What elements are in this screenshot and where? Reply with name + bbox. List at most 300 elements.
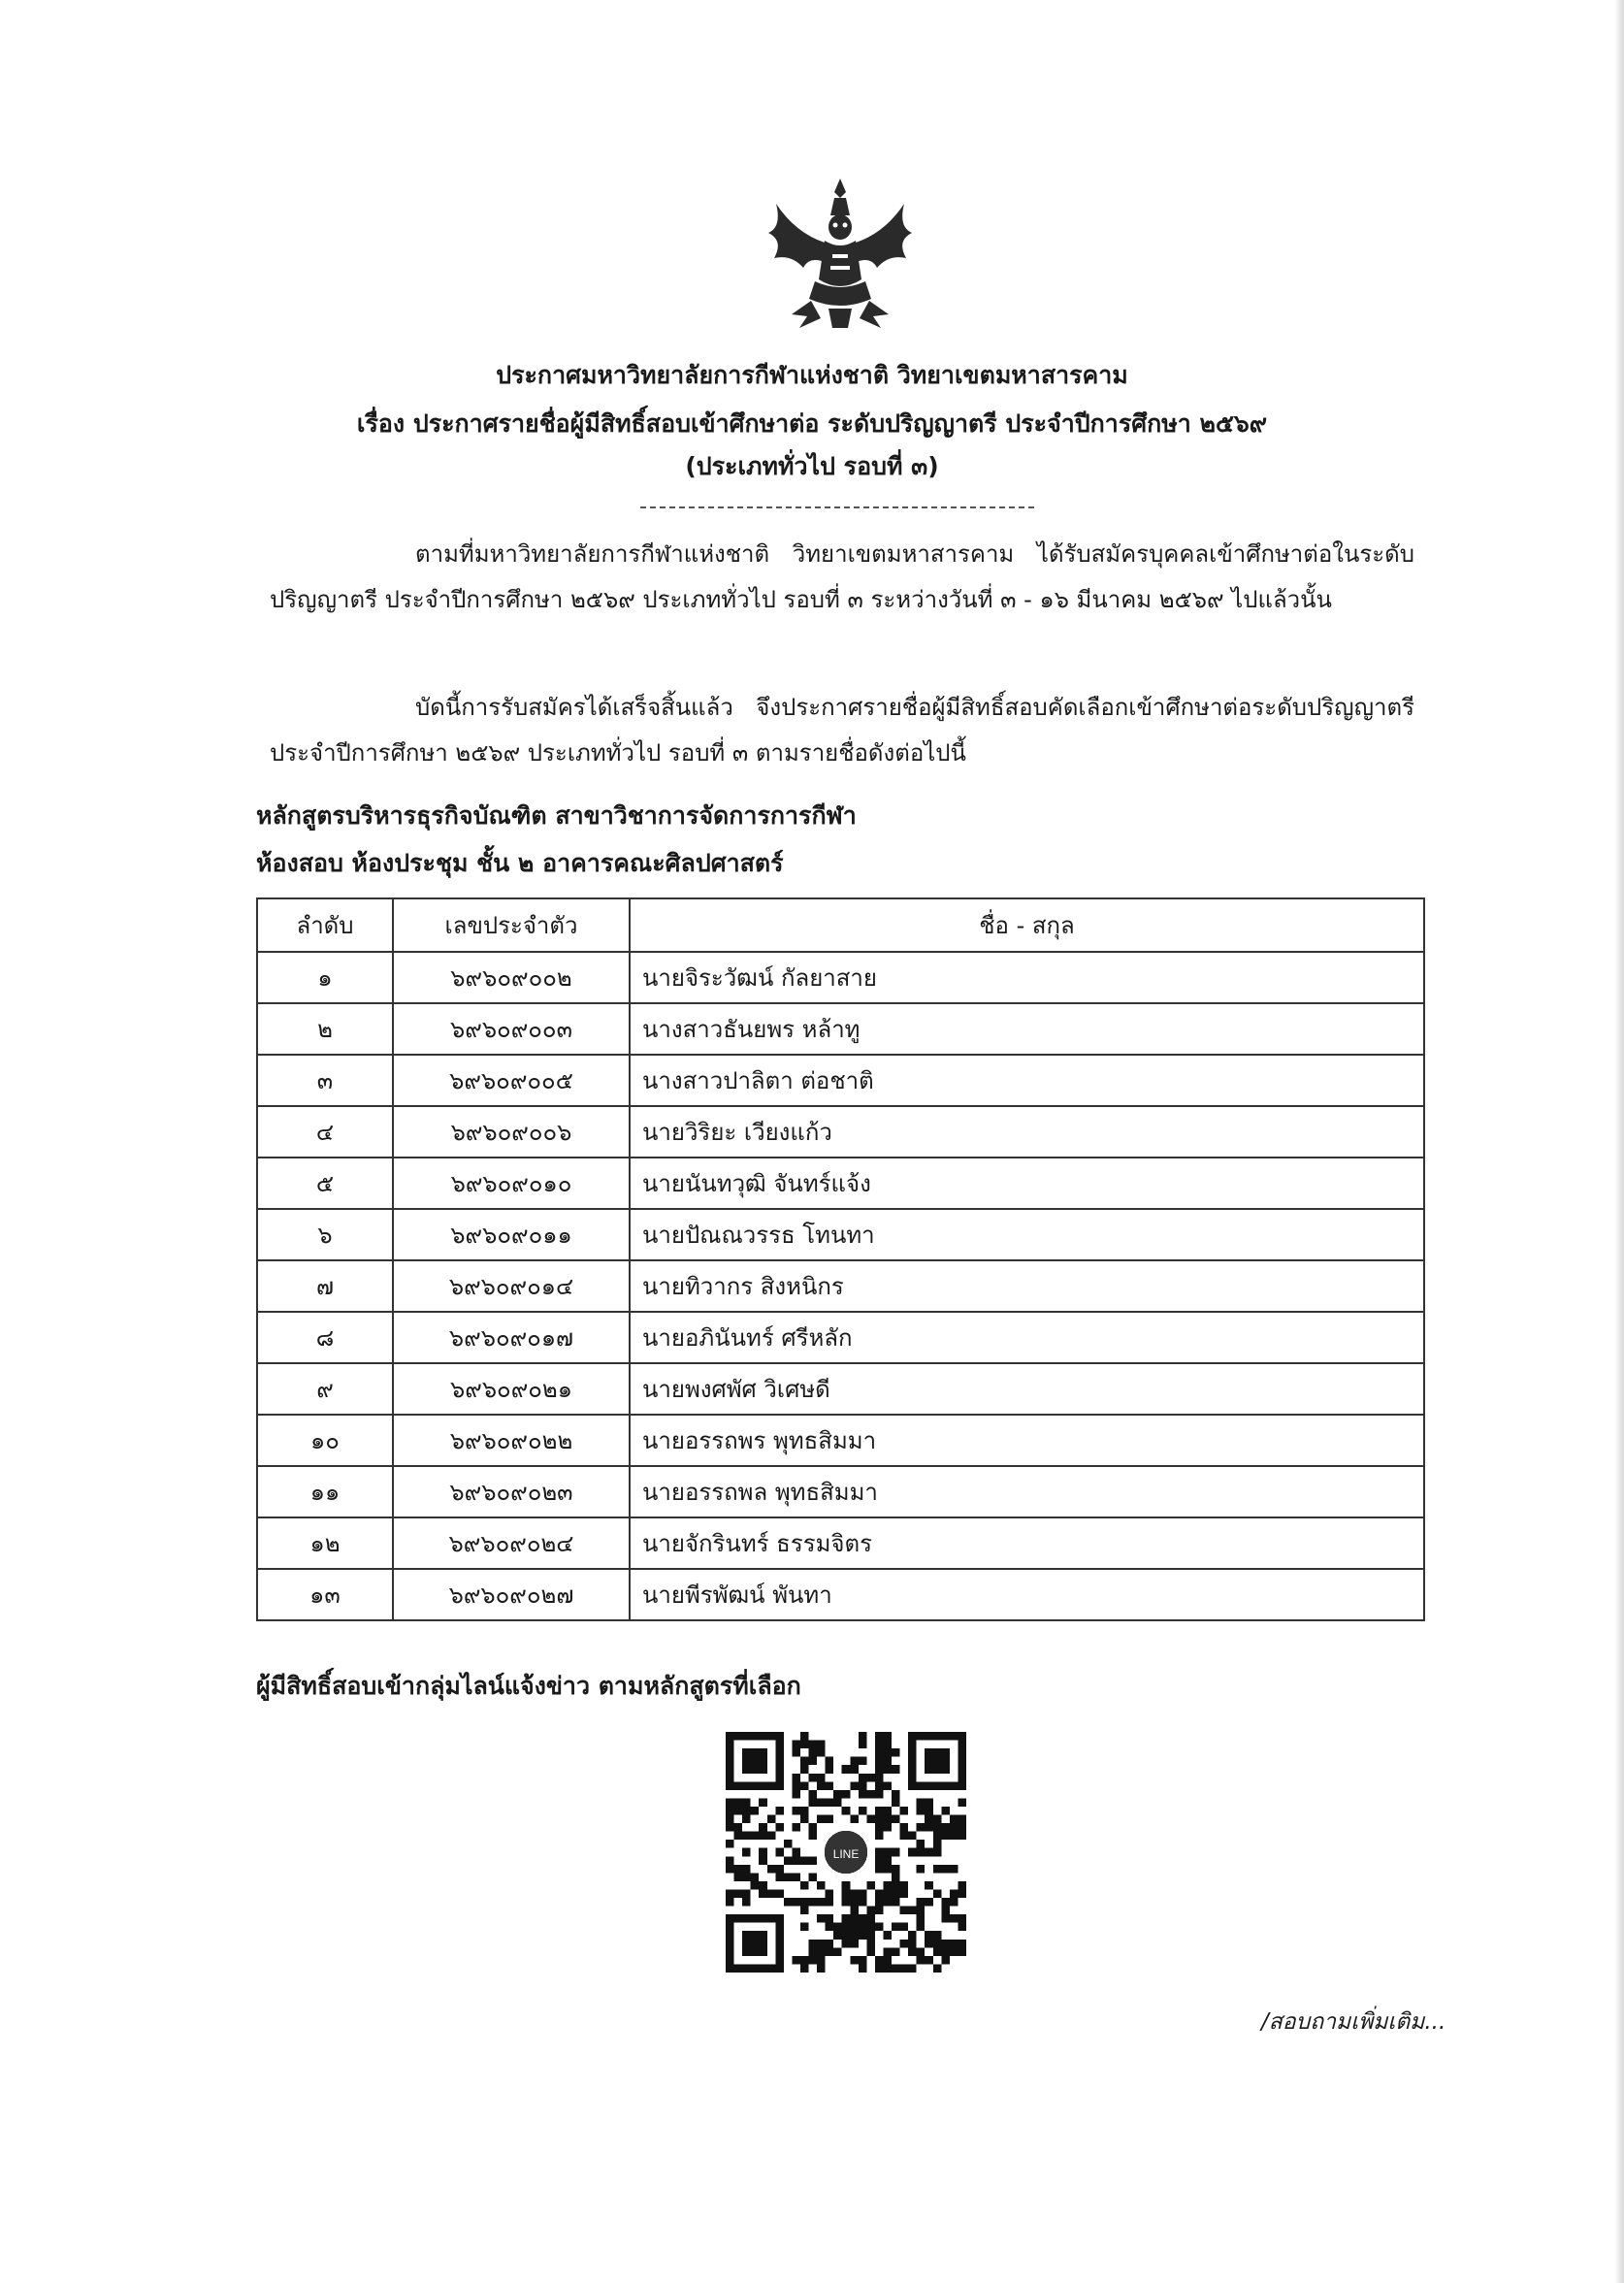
- qr-module: [726, 1823, 734, 1832]
- qr-module: [850, 1815, 859, 1824]
- row-full-name: นางสาวธันยพร หล้าทู: [630, 1003, 1424, 1055]
- qr-module: [734, 1832, 743, 1841]
- qr-module: [817, 1815, 826, 1824]
- qr-module: [900, 1881, 909, 1890]
- announcement-round: (ประเภททั่วไป รอบที่ ๓): [685, 452, 939, 480]
- qr-module: [833, 1931, 842, 1940]
- qr-module: [950, 1832, 958, 1841]
- qr-module: [842, 1931, 851, 1940]
- qr-module: [950, 1898, 958, 1907]
- qr-module: [734, 1798, 743, 1807]
- qr-module: [900, 1964, 909, 1973]
- qr-module: [833, 1798, 842, 1807]
- qr-module: [784, 1898, 793, 1907]
- qr-module: [866, 1907, 875, 1915]
- qr-module: [950, 1914, 958, 1923]
- row-order: ๘: [257, 1312, 393, 1363]
- qr-module: [817, 1881, 826, 1890]
- qr-module: [950, 1815, 958, 1824]
- qr-module: [866, 1940, 875, 1948]
- table-row: [257, 952, 1424, 1003]
- qr-module: [958, 1832, 966, 1841]
- qr-module: [826, 1757, 834, 1766]
- qr-module: [875, 1865, 884, 1874]
- qr-module: [734, 1889, 743, 1898]
- qr-module: [792, 1807, 800, 1815]
- qr-module: [809, 1790, 818, 1799]
- candidate-rows: [257, 952, 1424, 1620]
- qr-module: [850, 1907, 859, 1915]
- qr-module: [842, 1940, 851, 1948]
- qr-module: [883, 1732, 892, 1741]
- program-name: หลักสูตรบริหารธุรกิจบัณฑิต สาขาวิชาการจัดการการกีฬา: [256, 801, 857, 830]
- qr-module: [941, 1898, 950, 1907]
- qr-module: [809, 1741, 818, 1749]
- qr-module: [875, 1956, 884, 1965]
- qr-module: [800, 1757, 809, 1766]
- qr-module: [900, 1923, 909, 1932]
- qr-module: [925, 1956, 933, 1965]
- qr-module: [842, 1923, 851, 1932]
- qr-module: [941, 1865, 950, 1874]
- continued-note: /สอบถามเพิ่มเติม...: [1261, 2009, 1446, 2035]
- qr-module: [800, 1898, 809, 1907]
- qr-module: [866, 1790, 875, 1799]
- qr-module: [726, 1807, 734, 1815]
- line-logo-icon: [820, 1826, 873, 1879]
- qr-module: [850, 1765, 859, 1774]
- qr-module: [875, 1741, 884, 1749]
- qr-module: [842, 1914, 851, 1923]
- qr-module: [908, 1907, 917, 1915]
- line-logo-text: LINE: [832, 1846, 860, 1861]
- qr-module: [817, 1898, 826, 1907]
- qr-module: [775, 1823, 784, 1832]
- qr-module: [917, 1823, 926, 1832]
- qr-module: [933, 1823, 942, 1832]
- qr-module: [809, 1956, 818, 1965]
- qr-finder-bottom-left: [726, 1914, 784, 1973]
- qr-module: [958, 1798, 966, 1807]
- row-student-id: ๖๙๖๐๙๐๒๓: [393, 1466, 630, 1517]
- qr-module: [925, 1807, 933, 1815]
- qr-module: [958, 1823, 966, 1832]
- qr-module: [726, 1798, 734, 1807]
- row-order: ๑๑: [257, 1466, 393, 1517]
- qr-module: [833, 1923, 842, 1932]
- qr-module: [900, 1889, 909, 1898]
- qr-module: [917, 1923, 926, 1932]
- qr-finder-top-left: [726, 1732, 784, 1790]
- qr-module: [875, 1757, 884, 1766]
- qr-module: [809, 1947, 818, 1956]
- announcement-subject: เรื่อง ประกาศรายชื่อผู้มีสิทธิ์สอบเข้าศึกษาต่อ ระดับปริญญาตรี ประจำปีการศึกษา ๒๕๖๙: [356, 409, 1268, 438]
- qr-module: [950, 1823, 958, 1832]
- qr-module: [842, 1898, 851, 1907]
- qr-module: [809, 1823, 818, 1832]
- qr-module: [883, 1889, 892, 1898]
- qr-module: [842, 1765, 851, 1774]
- table-row: [257, 1003, 1424, 1055]
- row-order: ๑๒: [257, 1517, 393, 1569]
- qr-module: [742, 1832, 751, 1841]
- row-order: ๖: [257, 1209, 393, 1260]
- qr-module: [775, 1848, 784, 1857]
- qr-module: [726, 1889, 734, 1898]
- row-student-id: ๖๙๖๐๙๐๒๒: [393, 1415, 630, 1466]
- qr-module: [892, 1964, 900, 1973]
- qr-module: [792, 1774, 800, 1782]
- qr-module: [817, 1947, 826, 1956]
- qr-module: [751, 1881, 760, 1890]
- qr-module: [917, 1956, 926, 1965]
- qr-module: [883, 1881, 892, 1890]
- table-row: [257, 1260, 1424, 1312]
- row-student-id: ๖๙๖๐๙๐๑๐: [393, 1158, 630, 1209]
- qr-module: [767, 1889, 776, 1898]
- qr-module: [742, 1873, 751, 1881]
- qr-module: [792, 1873, 800, 1881]
- qr-module: [933, 1931, 942, 1940]
- qr-module: [767, 1865, 776, 1874]
- qr-module: [866, 1815, 875, 1824]
- qr-module: [817, 1956, 826, 1965]
- qr-module: [759, 1856, 767, 1865]
- row-student-id: ๖๙๖๐๙๐๐๖: [393, 1106, 630, 1158]
- qr-module: [809, 1774, 818, 1782]
- qr-module: [817, 1781, 826, 1790]
- announcement-title: ประกาศมหาวิทยาลัยการกีฬาแห่งชาติ วิทยาเขตมหาสารคาม: [496, 361, 1128, 389]
- qr-module: [900, 1940, 909, 1948]
- qr-module: [950, 1940, 958, 1948]
- qr-module: [809, 1873, 818, 1881]
- qr-module: [875, 1781, 884, 1790]
- qr-module: [850, 1923, 859, 1932]
- qr-module: [726, 1898, 734, 1907]
- qr-module: [933, 1964, 942, 1973]
- qr-module: [875, 1832, 884, 1841]
- qr-module: [883, 1748, 892, 1757]
- qr-module: [925, 1940, 933, 1948]
- qr-module: [859, 1774, 867, 1782]
- qr-module: [925, 1848, 933, 1857]
- qr-module: [826, 1781, 834, 1790]
- row-order: ๑๐: [257, 1415, 393, 1466]
- row-order: ๗: [257, 1260, 393, 1312]
- qr-module: [892, 1790, 900, 1799]
- qr-module: [892, 1748, 900, 1757]
- qr-module: [958, 1947, 966, 1956]
- qr-module: [826, 1889, 834, 1898]
- row-student-id: ๖๙๖๐๙๐๐๒: [393, 952, 630, 1003]
- qr-module: [809, 1940, 818, 1948]
- qr-module: [875, 1790, 884, 1799]
- row-full-name: นายวิริยะ เวียงแก้ว: [630, 1106, 1424, 1158]
- qr-module: [775, 1873, 784, 1881]
- row-full-name: นายทิวากร สิงหนิกร: [630, 1260, 1424, 1312]
- qr-module: [958, 1881, 966, 1890]
- row-student-id: ๖๙๖๐๙๐๒๔: [393, 1517, 630, 1569]
- qr-module: [859, 1757, 867, 1766]
- qr-module: [792, 1956, 800, 1965]
- qr-module: [809, 1832, 818, 1841]
- qr-module: [742, 1807, 751, 1815]
- qr-module: [726, 1865, 734, 1874]
- qr-module: [866, 1914, 875, 1923]
- qr-module: [958, 1815, 966, 1824]
- qr-module: [809, 1798, 818, 1807]
- row-student-id: ๖๙๖๐๙๐๐๓: [393, 1003, 630, 1055]
- qr-module: [883, 1964, 892, 1973]
- qr-module: [875, 1823, 884, 1832]
- qr-module: [842, 1889, 851, 1898]
- qr-module: [892, 1848, 900, 1857]
- qr-module: [958, 1889, 966, 1898]
- row-full-name: นายปัณณวรรธ โทนทา: [630, 1209, 1424, 1260]
- qr-module: [892, 1923, 900, 1932]
- qr-module: [933, 1947, 942, 1956]
- qr-module: [933, 1815, 942, 1824]
- qr-module: [875, 1898, 884, 1907]
- qr-module: [792, 1848, 800, 1857]
- qr-module: [809, 1898, 818, 1907]
- qr-module: [792, 1790, 800, 1799]
- row-full-name: นายพีรพัฒน์ พันทา: [630, 1569, 1424, 1620]
- row-full-name: นายนันทวุฒิ จันทร์แจ้ง: [630, 1158, 1424, 1209]
- qr-module: [759, 1798, 767, 1807]
- qr-module: [941, 1807, 950, 1815]
- table-row: [257, 1312, 1424, 1363]
- qr-module: [826, 1914, 834, 1923]
- line-group-qr-code[interactable]: [726, 1732, 966, 1973]
- qr-module: [800, 1907, 809, 1915]
- title-divider: [640, 506, 1034, 508]
- qr-module: [759, 1848, 767, 1857]
- qr-module: [850, 1889, 859, 1898]
- qr-module: [751, 1832, 760, 1841]
- row-student-id: ๖๙๖๐๙๐๐๕: [393, 1055, 630, 1106]
- header-name: ชื่อ - สกุล: [630, 898, 1424, 952]
- qr-module: [742, 1798, 751, 1807]
- row-order: ๕: [257, 1158, 393, 1209]
- qr-module: [850, 1940, 859, 1948]
- qr-module: [892, 1873, 900, 1881]
- qr-module: [950, 1889, 958, 1898]
- qr-module: [800, 1923, 809, 1932]
- qr-module: [826, 1923, 834, 1932]
- qr-module: [726, 1815, 734, 1824]
- qr-module: [958, 1923, 966, 1932]
- row-student-id: ๖๙๖๐๙๐๒๑: [393, 1363, 630, 1415]
- qr-module: [742, 1848, 751, 1857]
- qr-module: [933, 1865, 942, 1874]
- qr-module: [734, 1873, 743, 1881]
- page-edge-shadow: [1614, 0, 1624, 2283]
- qr-module: [908, 1848, 917, 1857]
- row-full-name: นางสาวปาลิตา ต่อชาติ: [630, 1055, 1424, 1106]
- qr-module: [751, 1807, 760, 1815]
- qr-module: [784, 1873, 793, 1881]
- row-full-name: นายจักรินทร์ ธรรมจิตร: [630, 1517, 1424, 1569]
- qr-module: [726, 1840, 734, 1848]
- qr-module: [917, 1907, 926, 1915]
- qr-module: [958, 1914, 966, 1923]
- qr-module: [792, 1781, 800, 1790]
- qr-module: [792, 1823, 800, 1832]
- qr-module: [933, 1940, 942, 1948]
- qr-module: [883, 1741, 892, 1749]
- qr-module: [917, 1947, 926, 1956]
- qr-module: [859, 1732, 867, 1741]
- qr-module: [792, 1898, 800, 1907]
- qr-module: [892, 1765, 900, 1774]
- qr-module: [800, 1741, 809, 1749]
- qr-module: [826, 1815, 834, 1824]
- row-order: ๔: [257, 1106, 393, 1158]
- row-student-id: ๖๙๖๐๙๐๑๑: [393, 1209, 630, 1260]
- qr-module: [850, 1931, 859, 1940]
- qr-module: [875, 1815, 884, 1824]
- qr-module: [817, 1798, 826, 1807]
- qr-module: [817, 1914, 826, 1923]
- qr-module: [826, 1765, 834, 1774]
- qr-module: [892, 1947, 900, 1956]
- table-row: [257, 1055, 1424, 1106]
- qr-module: [859, 1931, 867, 1940]
- qr-module: [941, 1823, 950, 1832]
- qr-module: [900, 1907, 909, 1915]
- row-order: ๒: [257, 1003, 393, 1055]
- qr-module: [792, 1741, 800, 1749]
- qr-module: [726, 1856, 734, 1865]
- exam-room: ห้องสอบ ห้องประชุม ชั้น ๒ อาคารคณะศิลปศาสตร์: [256, 849, 784, 877]
- qr-module: [850, 1914, 859, 1923]
- qr-module: [900, 1807, 909, 1815]
- qr-module: [875, 1848, 884, 1857]
- candidate-table: [256, 897, 1425, 1621]
- qr-module: [792, 1856, 800, 1865]
- qr-module: [784, 1856, 793, 1865]
- qr-module: [742, 1815, 751, 1824]
- qr-module: [875, 1964, 884, 1973]
- qr-module: [875, 1807, 884, 1815]
- qr-module: [941, 1956, 950, 1965]
- qr-module: [800, 1765, 809, 1774]
- qr-module: [859, 1781, 867, 1790]
- notice-paragraph: บัดนี้การรับสมัครได้เสร็จสิ้นแล้ว จึงประกาศรายชื่อผู้มีสิทธิ์สอบคัดเลือกเข้าศึกษาต่อระดับปริญญาตรี ประจำปีการศึกษา ๒๕๖๙ ประเภททั่วไป รอบที่ ๓ ตามรายชื่อดังต่อไปนี้: [270, 694, 1414, 766]
- qr-module: [742, 1898, 751, 1907]
- qr-module: [859, 1807, 867, 1815]
- qr-module: [900, 1823, 909, 1832]
- header-order: ลำดับ: [257, 898, 393, 952]
- qr-module: [908, 1940, 917, 1948]
- qr-module: [866, 1947, 875, 1956]
- row-student-id: ๖๙๖๐๙๐๑๔: [393, 1260, 630, 1312]
- qr-module: [941, 1907, 950, 1915]
- qr-module: [908, 1947, 917, 1956]
- qr-module: [842, 1881, 851, 1890]
- row-student-id: ๖๙๖๐๙๐๒๗: [393, 1569, 630, 1620]
- row-order: ๙: [257, 1363, 393, 1415]
- qr-module: [809, 1748, 818, 1757]
- qr-module: [883, 1815, 892, 1824]
- table-row: [257, 1363, 1424, 1415]
- qr-module: [800, 1781, 809, 1790]
- qr-module: [809, 1856, 818, 1865]
- qr-module: [850, 1781, 859, 1790]
- qr-module: [826, 1940, 834, 1948]
- qr-module: [859, 1898, 867, 1907]
- qr-module: [742, 1889, 751, 1898]
- qr-module: [917, 1840, 926, 1848]
- qr-module: [800, 1956, 809, 1965]
- qr-module: [826, 1898, 834, 1907]
- row-full-name: นายพงศพัศ วิเศษดี: [630, 1363, 1424, 1415]
- qr-module: [866, 1881, 875, 1890]
- qr-module: [759, 1881, 767, 1890]
- qr-module: [883, 1898, 892, 1907]
- qr-module: [850, 1898, 859, 1907]
- qr-module: [917, 1914, 926, 1923]
- qr-module: [917, 1798, 926, 1807]
- qr-module: [883, 1823, 892, 1832]
- qr-module: [866, 1774, 875, 1782]
- qr-module: [859, 1964, 867, 1973]
- garuda-emblem-icon: [757, 173, 924, 340]
- qr-module: [875, 1923, 884, 1932]
- qr-module: [933, 1889, 942, 1898]
- qr-module: [883, 1807, 892, 1815]
- qr-module: [900, 1832, 909, 1841]
- qr-module: [883, 1947, 892, 1956]
- qr-module: [941, 1914, 950, 1923]
- header-id: เลขประจำตัว: [393, 898, 630, 952]
- qr-module: [950, 1865, 958, 1874]
- qr-module: [925, 1823, 933, 1832]
- qr-module: [875, 1774, 884, 1782]
- qr-module: [925, 1798, 933, 1807]
- qr-module: [775, 1807, 784, 1815]
- table-row: [257, 1569, 1424, 1620]
- qr-module: [817, 1741, 826, 1749]
- qr-module: [859, 1956, 867, 1965]
- qr-module: [917, 1807, 926, 1815]
- qr-module: [859, 1889, 867, 1898]
- qr-module: [800, 1856, 809, 1865]
- qr-module: [917, 1865, 926, 1874]
- table-row: [257, 1106, 1424, 1158]
- qr-module: [742, 1865, 751, 1874]
- qr-module: [883, 1956, 892, 1965]
- row-full-name: นายจิระวัฒน์ กัลยาสาย: [630, 952, 1424, 1003]
- qr-module: [817, 1748, 826, 1757]
- qr-module: [809, 1757, 818, 1766]
- row-order: ๓: [257, 1055, 393, 1106]
- qr-module: [908, 1832, 917, 1841]
- table-row: [257, 1209, 1424, 1260]
- qr-module: [875, 1856, 884, 1865]
- table-row: [257, 1158, 1424, 1209]
- qr-module: [767, 1815, 776, 1824]
- qr-module: [859, 1923, 867, 1932]
- qr-module: [892, 1865, 900, 1874]
- qr-module: [950, 1947, 958, 1956]
- qr-module: [933, 1840, 942, 1848]
- qr-module: [941, 1832, 950, 1841]
- qr-module: [826, 1798, 834, 1807]
- qr-module: [734, 1823, 743, 1832]
- qr-module: [734, 1865, 743, 1874]
